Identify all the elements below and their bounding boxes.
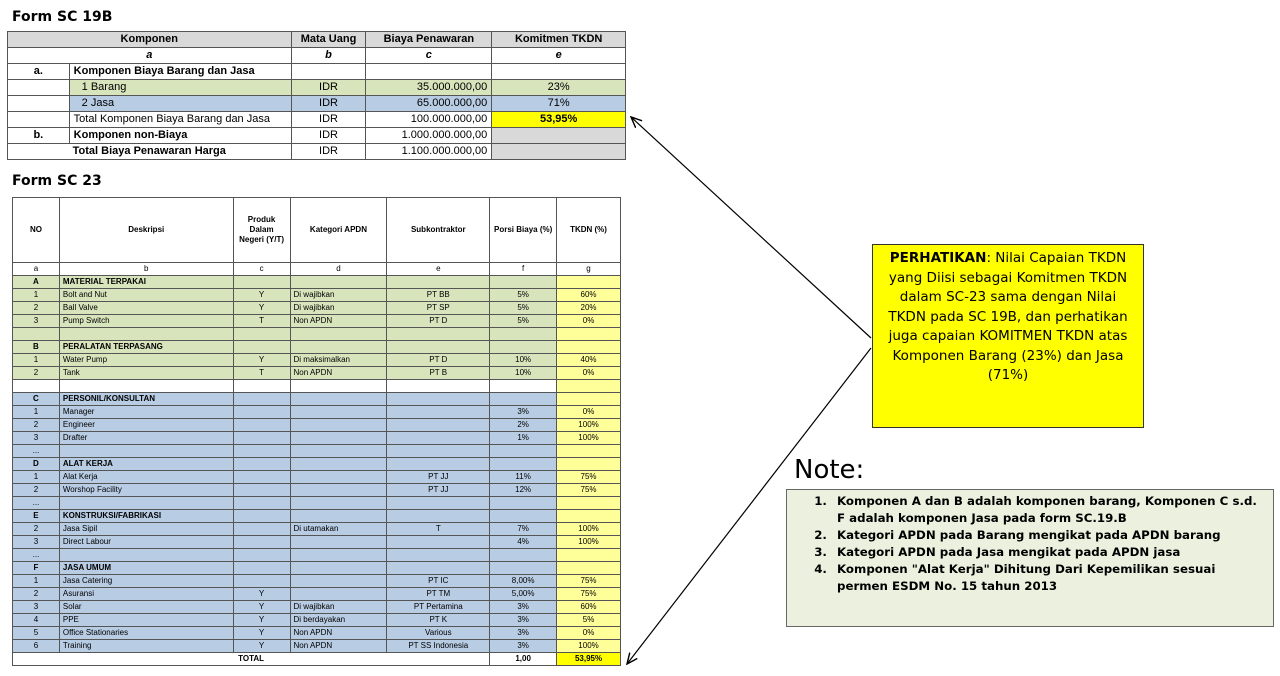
hdr-tkdn: Komitmen TKDN — [492, 32, 626, 48]
sub-a: a — [8, 48, 292, 64]
sub-e: e — [492, 48, 626, 64]
note-item: 3. Kategori APDN pada Jasa mengikat pada APDN jasa — [831, 544, 1267, 561]
table-row: 1 Bolt and Nut Y Di wajibkan PT BB 5% 60% — [13, 289, 621, 302]
table-row: ... — [13, 445, 621, 458]
table-row: 1 Barang IDR 35.000.000,00 23% — [8, 80, 626, 96]
sc23-total-tkdn: 53,95% — [557, 653, 621, 666]
table-row: a. Komponen Biaya Barang dan Jasa — [8, 64, 626, 80]
table-row: 1 Alat Kerja PT JJ 11% 75% — [13, 471, 621, 484]
sc19b-total-tkdn: 53,95% — [492, 112, 626, 128]
table-row: ... — [13, 497, 621, 510]
table-row: b. Komponen non-Biaya IDR 1.000.000.000,00 — [8, 128, 626, 144]
sc23-total-row: TOTAL 1,00 53,95% — [13, 653, 621, 666]
sc23-letter-row: a b c d e f g — [13, 263, 621, 276]
table-row: 1 Manager 3% 0% — [13, 406, 621, 419]
sub-c: c — [366, 48, 492, 64]
sub-b: b — [291, 48, 366, 64]
table-row: 3 Pump Switch T Non APDN PT D 5% 0% — [13, 315, 621, 328]
note-item: 4. Komponen "Alat Kerja" Dihitung Dari Kepemilikan sesuai permen ESDM No. 15 tahun 2013 — [831, 561, 1267, 595]
table-row: 1 Water Pump Y Di maksimalkan PT D 10% 40% — [13, 354, 621, 367]
table-row: 2 Worshop Facility PT JJ 12% 75% — [13, 484, 621, 497]
callout-box — [872, 244, 1144, 428]
hdr-mata-uang: Mata Uang — [291, 32, 366, 48]
table-row: Total Komponen Biaya Barang dan Jasa IDR 100.000.000,00 53,95% — [8, 112, 626, 128]
hdr-komponen: Komponen — [8, 32, 292, 48]
table-row: 2 Asuransi Y PT TM 5,00% 75% — [13, 588, 621, 601]
table-row: F JASA UMUM — [13, 562, 621, 575]
hdr-biaya: Biaya Penawaran — [366, 32, 492, 48]
table-row: 2 Ball Valve Y Di wajibkan PT SP 5% 20% — [13, 302, 621, 315]
table-row: 3 Solar Y Di wajibkan PT Pertamina 3% 60% — [13, 601, 621, 614]
table-row: 2 Jasa IDR 65.000.000,00 71% — [8, 96, 626, 112]
table-row: 2 Engineer 2% 100% — [13, 419, 621, 432]
table-row: ... — [13, 549, 621, 562]
note-title: Note: — [794, 455, 865, 485]
table-row: 6 Training Y Non APDN PT SS Indonesia 3% 100% — [13, 640, 621, 653]
table-row: 1 Jasa Catering PT IC 8,00% 75% — [13, 575, 621, 588]
arrow-to-sc19b — [631, 117, 871, 338]
sc19b-title: Form SC 19B — [12, 9, 113, 25]
callout-text: : Nilai Capaian TKDN yang Diisi sebagai Komitmen TKDN dalam SC-23 sama dengan Nilai TKDN pada SC 19B, dan perhatikan juga capaian KOMITMEN TKDN atas Komponen Barang (23%) dan Jasa (71%) — [888, 250, 1128, 383]
sc23-title: Form SC 23 — [12, 173, 102, 189]
note-item: 2. Kategori APDN pada Barang mengikat pada APDN barang — [831, 527, 1267, 544]
note-item: 1. Komponen A dan B adalah komponen barang, Komponen C s.d. F adalah komponen Jasa pada form SC.19.B — [831, 493, 1267, 527]
table-row: A MATERIAL TERPAKAI — [13, 276, 621, 289]
table-row: E KONSTRUKSI/FABRIKASI — [13, 510, 621, 523]
table-row: B PERALATAN TERPASANG — [13, 341, 621, 354]
table-row: 3 Drafter 1% 100% — [13, 432, 621, 445]
table-row: 2 Tank T Non APDN PT B 10% 0% — [13, 367, 621, 380]
table-row: 4 PPE Y Di berdayakan PT K 3% 5% — [13, 614, 621, 627]
sc23-header-row: NO Deskripsi Produk Dalam Negeri (Y/T) Kategori APDN Subkontraktor Porsi Biaya (%) TKDN (%) — [13, 198, 621, 263]
table-row: D ALAT KERJA — [13, 458, 621, 471]
table-row: Total Biaya Penawaran Harga IDR 1.100.000.000,00 — [8, 144, 626, 160]
note-box — [786, 489, 1274, 627]
table-row: 3 Direct Labour 4% 100% — [13, 536, 621, 549]
table-row: 2 Jasa Sipil Di utamakan T 7% 100% — [13, 523, 621, 536]
callout-lead: PERHATIKAN — [889, 250, 987, 266]
table-row: C PERSONIL/KONSULTAN — [13, 393, 621, 406]
table-row: 5 Office Stationaries Y Non APDN Various 3% 0% — [13, 627, 621, 640]
